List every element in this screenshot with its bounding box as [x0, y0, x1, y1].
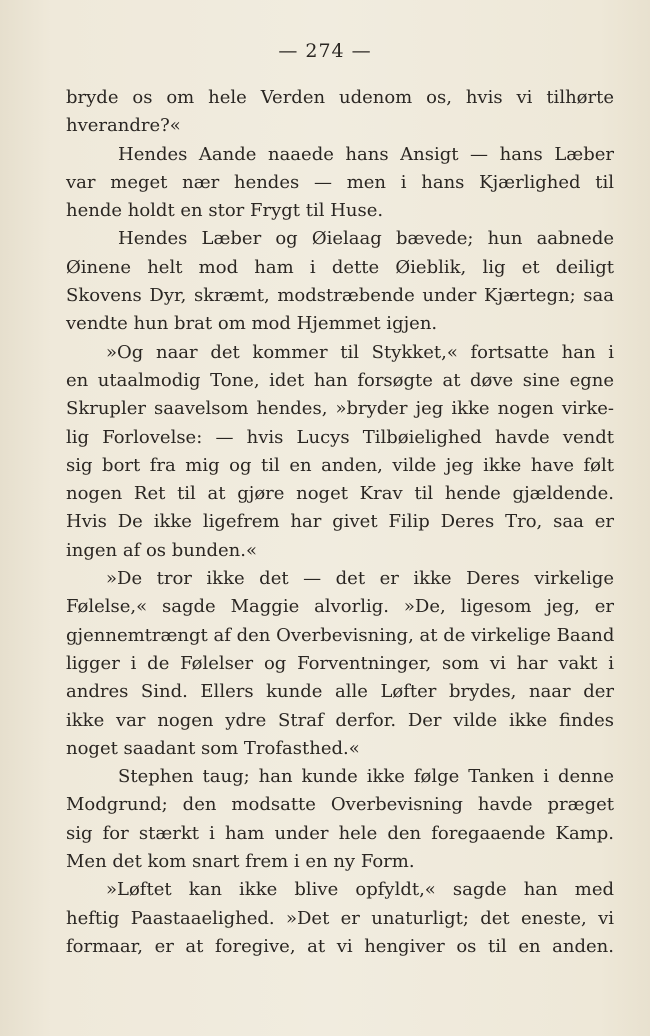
text-line: andres Sind. Ellers kunde alle Løfter brydes, naar der — [66, 681, 614, 703]
text-line: hende holdt en stor Frygt til Huse. — [66, 200, 384, 222]
text-line: gjennemtrængt af den Overbevisning, at de virkelige Baand — [66, 624, 615, 646]
text-line: sig bort fra mig og til en anden, vilde jeg ikke have følt — [66, 454, 614, 476]
text-line: Men det kom snart frem i en ny Form. — [66, 851, 415, 873]
text-line: nogen Ret til at gjøre noget Krav til hende gjældende. — [66, 483, 614, 505]
text-line: sig for stærkt i ham under hele den foregaaende Kamp. — [66, 822, 614, 844]
text-line: »De tror ikke det — det er ikke Deres virkelige — [106, 568, 614, 590]
text-line: lig Forlovelse: — hvis Lucys Tilbøielighed havde vendt — [66, 426, 614, 448]
text-line: var meget nær hendes — men i hans Kjærlighed til — [66, 171, 614, 193]
text-line: Modgrund; den modsatte Overbevisning havde præget — [66, 794, 614, 816]
text-line: »Løftet kan ikke blive opfyldt,« sagde han med — [106, 879, 614, 901]
text-line: heftig Paastaaelighed. »Det er unaturligt; det eneste, vi — [66, 907, 614, 929]
text-line: Hendes Aande naaede hans Ansigt — hans Læber — [118, 143, 614, 165]
text-line: ingen af os bunden.« — [66, 539, 257, 561]
body-text — [66, 84, 614, 961]
text-line: Skrupler saavelsom hendes, »bryder jeg ikke nogen virke- — [66, 398, 614, 420]
text-line: Hendes Læber og Øielaag bævede; hun aabnede — [118, 228, 614, 250]
text-line: ligger i de Følelser og Forventninger, som vi har vakt i — [66, 652, 614, 674]
text-line: Øinene helt mod ham i dette Øieblik, lig et deiligt — [66, 256, 614, 278]
text-line: hverandre?« — [66, 115, 181, 137]
text-line: noget saadant som Trofasthed.« — [66, 737, 360, 759]
text-line: en utaalmodig Tone, idet han forsøgte at døve sine egne — [66, 369, 614, 391]
text-line: Hvis De ikke ligefrem har givet Filip Deres Tro, saa er — [66, 511, 614, 533]
text-line: Stephen taug; han kunde ikke følge Tanken i denne — [118, 766, 614, 788]
text-line: formaar, er at foregive, at vi hengiver os til en anden. — [66, 935, 614, 957]
text-line: vendte hun brat om mod Hjemmet igjen. — [66, 313, 438, 335]
text-line: Følelse,« sagde Maggie alvorlig. »De, ligesom jeg, er — [66, 596, 614, 618]
page-number: — 274 — — [278, 40, 372, 62]
text-line: ikke var nogen ydre Straf derfor. Der vilde ikke findes — [66, 709, 614, 731]
text-line: Skovens Dyr, skræmt, modstræbende under Kjærtegn; saa — [66, 285, 614, 307]
text-line: bryde os om hele Verden udenom os, hvis vi tilhørte — [66, 87, 614, 108]
text-line: »Og naar det kommer til Stykket,« fortsatte han i — [106, 341, 614, 363]
